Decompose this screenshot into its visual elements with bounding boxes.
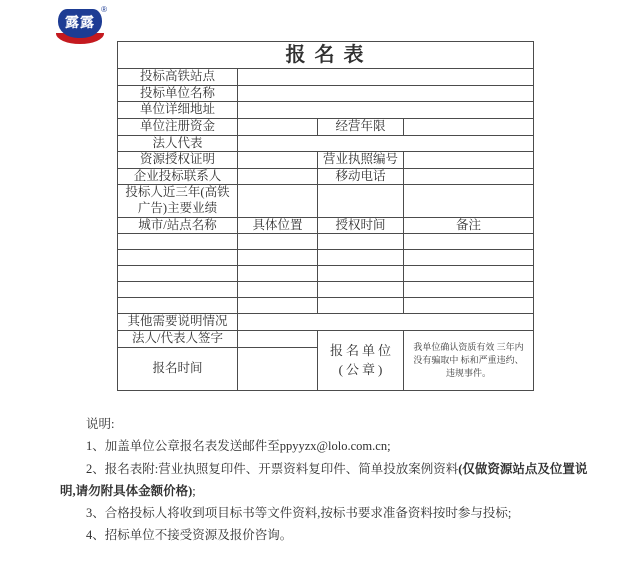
- input-cell-reg-capital[interactable]: [238, 118, 318, 135]
- label-resource-auth: 资源授权证明: [118, 152, 238, 169]
- empty-data-cell[interactable]: [404, 250, 534, 266]
- column-header-row: [118, 217, 534, 234]
- empty-data-cell[interactable]: [404, 282, 534, 298]
- row-bid-station: [118, 69, 534, 86]
- label-years: 经营年限: [318, 118, 404, 135]
- column-header-location: 具体位置: [238, 217, 318, 234]
- instruction-item-2-text: 2、报名表附:营业执照复印件、开票资料复印件、简单投放案例资料: [86, 461, 459, 476]
- input-cell-resource-auth[interactable]: [238, 152, 318, 169]
- instruction-item-1: 1、加盖单位公章报名表发送邮件至ppyyzx@lolo.com.cn;: [86, 439, 391, 454]
- empty-data-cell[interactable]: [238, 266, 318, 282]
- row-legal-rep: [118, 135, 534, 152]
- label-reg-capital: 单位注册资金: [118, 118, 238, 135]
- row-signature: [118, 330, 534, 347]
- label-contact: 企业投标联系人: [118, 168, 238, 185]
- logo-text: 露露: [65, 15, 95, 31]
- empty-data-cell[interactable]: [318, 298, 404, 314]
- empty-data-row: [118, 298, 534, 314]
- input-cell-mobile[interactable]: [404, 168, 534, 185]
- label-other-notes: 其他需要说明情况: [118, 314, 238, 331]
- input-cell-legal-rep[interactable]: [238, 135, 534, 152]
- input-cell-performance-1[interactable]: [238, 185, 318, 217]
- empty-data-cell[interactable]: [118, 298, 238, 314]
- empty-data-cell[interactable]: [238, 250, 318, 266]
- input-cell-license-no[interactable]: [404, 152, 534, 169]
- row-capital-years: [118, 118, 534, 135]
- empty-data-cell[interactable]: [238, 282, 318, 298]
- row-other-notes: [118, 314, 534, 331]
- instruction-item-2: [60, 458, 588, 503]
- empty-data-cell[interactable]: [118, 282, 238, 298]
- registration-form-table: [117, 41, 534, 391]
- column-header-auth-time: 授权时间: [318, 217, 404, 234]
- label-signature: 法人/代表人签字: [118, 330, 238, 347]
- input-cell-performance-2[interactable]: [318, 185, 404, 217]
- empty-data-cell[interactable]: [318, 266, 404, 282]
- label-registration-unit-seal: [318, 330, 404, 390]
- instructions-heading: 说明:: [86, 417, 115, 431]
- empty-data-cell[interactable]: [118, 234, 238, 250]
- input-cell-contact[interactable]: [238, 168, 318, 185]
- input-cell-address[interactable]: [238, 102, 534, 119]
- input-cell-performance-3[interactable]: [404, 185, 534, 217]
- empty-data-cell[interactable]: [318, 250, 404, 266]
- qualification-declaration: 我单位确认资质有效 三年内没有骗取中 标和严重违约、违规事件。: [404, 330, 534, 390]
- column-header-remarks: 备注: [404, 217, 534, 234]
- input-cell-other-notes[interactable]: [238, 314, 534, 331]
- empty-data-row: [118, 234, 534, 250]
- label-performance: 投标人近三年(高铁广告)主要业绩: [118, 185, 238, 217]
- form-title: 报名表: [118, 42, 534, 69]
- instruction-item-3: 3、合格投标人将收到项目标书等文件资料,按标书要求准备资料按时参与投标;: [86, 506, 512, 521]
- label-legal-rep: 法人代表: [118, 135, 238, 152]
- instruction-item-4: 4、招标单位不接受资源及报价咨询。: [86, 528, 293, 543]
- row-contact-mobile: [118, 168, 534, 185]
- brand-logo: [56, 5, 107, 48]
- empty-data-cell[interactable]: [318, 282, 404, 298]
- input-cell-years[interactable]: [404, 118, 534, 135]
- logo-blue-shield: [58, 9, 102, 38]
- label-bid-company: 投标单位名称: [118, 85, 238, 102]
- instruction-item-2-suffix: ;: [192, 483, 196, 498]
- empty-data-cell[interactable]: [118, 266, 238, 282]
- official-seal-line: (公章): [338, 362, 386, 378]
- title-row: [118, 42, 534, 69]
- row-address: [118, 102, 534, 119]
- label-address: 单位详细地址: [118, 102, 238, 119]
- row-auth-license: [118, 152, 534, 169]
- empty-data-cell[interactable]: [118, 250, 238, 266]
- row-performance: [118, 185, 534, 217]
- instruction-item-2-bold-text: (仅做资源站点及位置说明,请勿附具体金额价格): [60, 461, 588, 498]
- registered-trademark-icon: ®: [101, 5, 107, 14]
- label-bid-station: 投标高铁站点: [118, 69, 238, 86]
- registration-unit-line: 报名单位: [329, 343, 394, 359]
- column-header-city-station: 城市/站点名称: [118, 217, 238, 234]
- empty-data-row: [118, 266, 534, 282]
- empty-data-cell[interactable]: [318, 234, 404, 250]
- empty-data-row: [118, 250, 534, 266]
- empty-data-cell[interactable]: [404, 234, 534, 250]
- row-bid-company: [118, 85, 534, 102]
- empty-data-cell[interactable]: [238, 298, 318, 314]
- instructions-section: [60, 413, 588, 547]
- empty-data-cell[interactable]: [238, 234, 318, 250]
- input-cell-reg-time[interactable]: [238, 347, 318, 390]
- label-mobile: 移动电话: [318, 168, 404, 185]
- empty-data-cell[interactable]: [404, 298, 534, 314]
- label-license-no: 营业执照编号: [318, 152, 404, 169]
- empty-data-row: [118, 282, 534, 298]
- input-cell-signature[interactable]: [238, 330, 318, 347]
- empty-data-cell[interactable]: [404, 266, 534, 282]
- input-cell-bid-company[interactable]: [238, 85, 534, 102]
- label-reg-time: 报名时间: [118, 347, 238, 390]
- input-cell-bid-station[interactable]: [238, 69, 534, 86]
